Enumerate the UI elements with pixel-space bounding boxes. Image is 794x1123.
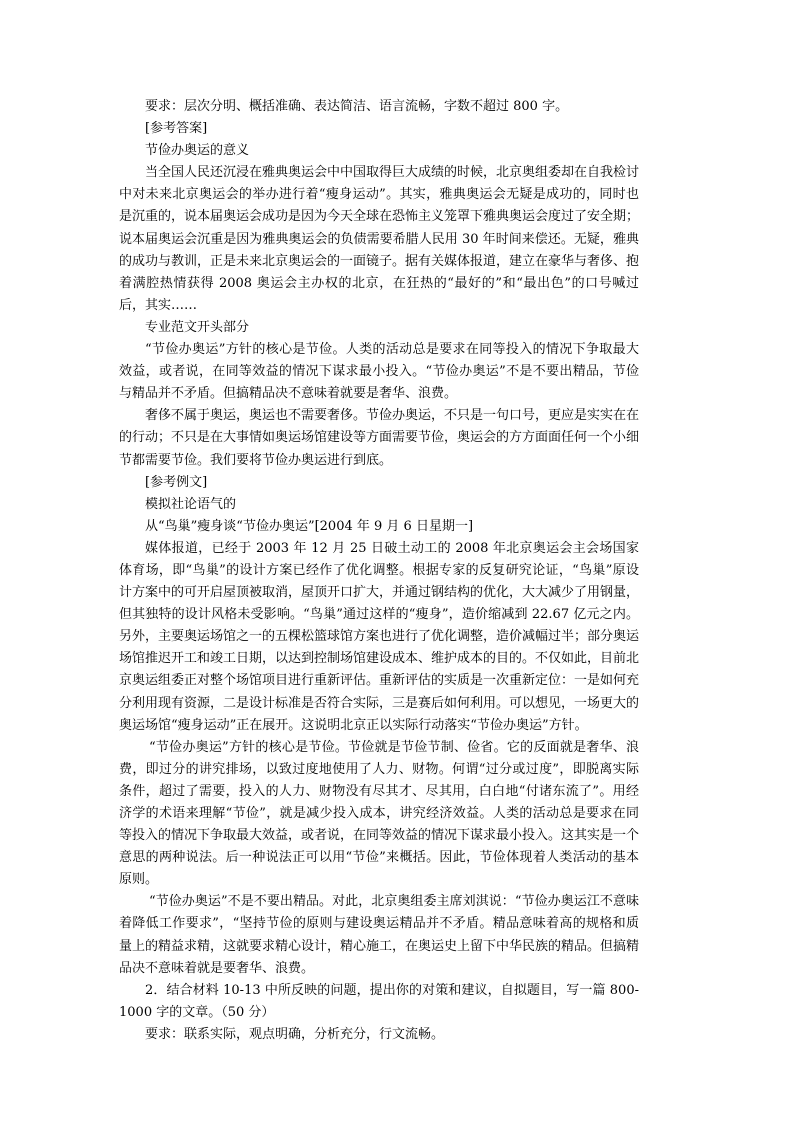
requirement-text: 要求：联系实际，观点明确，分析充分，行文流畅。 [145, 1026, 445, 1042]
question-text: 2．结合材料 10-13 中所反映的问题，提出你的对策和建议，自拟题目，写一篇 800-1000 字的文章。（50 分） [119, 982, 639, 1020]
body-paragraph: “节俭办奥运”不是不要出精品。对此，北京奥组委主席刘淇说：“节俭办奥运江不意味着降低工作要求”，“坚持节俭的原则与建设奥运精品并不矛盾。精品意味着高的规格和质量上的精益求精，这就要求精心设计，精心施工，在奥运史上留下中华民族的精品。但搞精品决不意味着就是要奢华、浪费。 [119, 894, 640, 976]
body-paragraph: “节俭办奥运”方针的核心是节俭。节俭就是节俭节制、俭省。它的反面就是奢华、浪费，即过分的讲究排场，以致过度地使用了人力、财物。何谓“过分或过度”，即脱离实际条件，超过了需要，投入的人力、财物没有尽其才、尽其用，白白地“付诸东流了”。用经济学的术语来理解“节俭”，就是减少投入成本，讲究经济效益。人类的活动总是要求在同等投入的情况下争取最大效益，或者说，在同等效益的情况下谋求最小投入。这其实是一个意思的两种说法。后一种说法正可以用“节俭”来概括。因此，节俭体现着人类活动的基本原则。 [119, 739, 640, 888]
section-heading: 专业范文开头部分 [145, 319, 250, 335]
reference-answer-label: [参考答案] [145, 121, 208, 137]
body-paragraph: 媒体报道，已经于 2003 年 12 月 25 日破土动工的 2008 年北京奥运会主会场国家体育场，即“鸟巢”的设计方案已经作了优化调整。根据专家的反复研究论证，“鸟巢”原设计方案中的可开启屋顶被取消，屋顶开口扩大，并通过钢结构的优化，大大减少了用钢量，但其独特的设计风格未受影响。“鸟巢”通过这样的“瘦身”，造价缩减到 22.67 亿元之内。另外，主要奥运场馆之一的五棵松篮球馆方案也进行了优化调整，造价减幅过半；部分奥运场馆推迟开工和竣工日期，以达到控制场馆建设成本、维护成本的目的。不仅如此，目前北京奥运组委正对整个场馆项目进行重新评估。重新评估的实质是一次重新定位：一是如何充分利用现有资源，二是设计标准是否符合实际，三是赛后如何利用。可以想见，一场更大的奥运场馆“瘦身运动”正在展开。这说明北京正以实际行动落实“节俭办奥运”方针。 [119, 540, 640, 733]
essay-title: 从“鸟巢”瘦身谈“节俭办奥运”[2004 年 9 月 6 日星期一] [145, 518, 474, 534]
document-page [0, 96, 794, 1046]
section-heading: 模拟社论语气的 [145, 496, 237, 512]
body-paragraph: 奢侈不属于奥运，奥运也不需要奢侈。节俭办奥运，不只是一句口号，更应是实实在在的行动；不只是在大事情如奥运场馆建设等方面需要节俭，奥运会的方方面面任何一个小细节都需要节俭。我们要将节俭办奥运进行到底。 [119, 408, 640, 468]
section-heading: 节俭办奥运的意义 [145, 143, 250, 159]
body-paragraph: 当全国人民还沉浸在雅典奥运会中中国取得巨大成绩的时候，北京奥组委却在自我检讨中对未来北京奥运会的举办进行着“瘦身运动”。其实，雅典奥运会无疑是成功的，同时也是沉重的，说本届奥运会成功是因为今天全球在恐怖主义笼罩下雅典奥运会度过了安全期；说本届奥运会沉重是因为雅典奥运会的负债需要希腊人民用 30 年时间来偿还。无疑，雅典的成功与教训，正是未来北京奥运会的一面镜子。据有关媒体报道，建立在豪华与奢侈、抱着满腔热情获得 2008 奥运会主办权的北京，在狂热的“最好的”和“最出色”的口号喊过后，其实…… [119, 165, 640, 313]
requirement-text: 要求：层次分明、概括准确、表达简洁、语言流畅，字数不超过 800 字。 [145, 99, 569, 114]
body-paragraph: “节俭办奥运”方针的核心是节俭。人类的活动总是要求在同等投入的情况下争取最大效益，或者说，在同等效益的情况下谋求最小投入。“节俭办奥运”不是不要出精品，节俭与精品并不矛盾。但搞精品决不意味着就要是奢华、浪费。 [119, 342, 639, 402]
reference-essay-label: [参考例文] [145, 474, 208, 490]
